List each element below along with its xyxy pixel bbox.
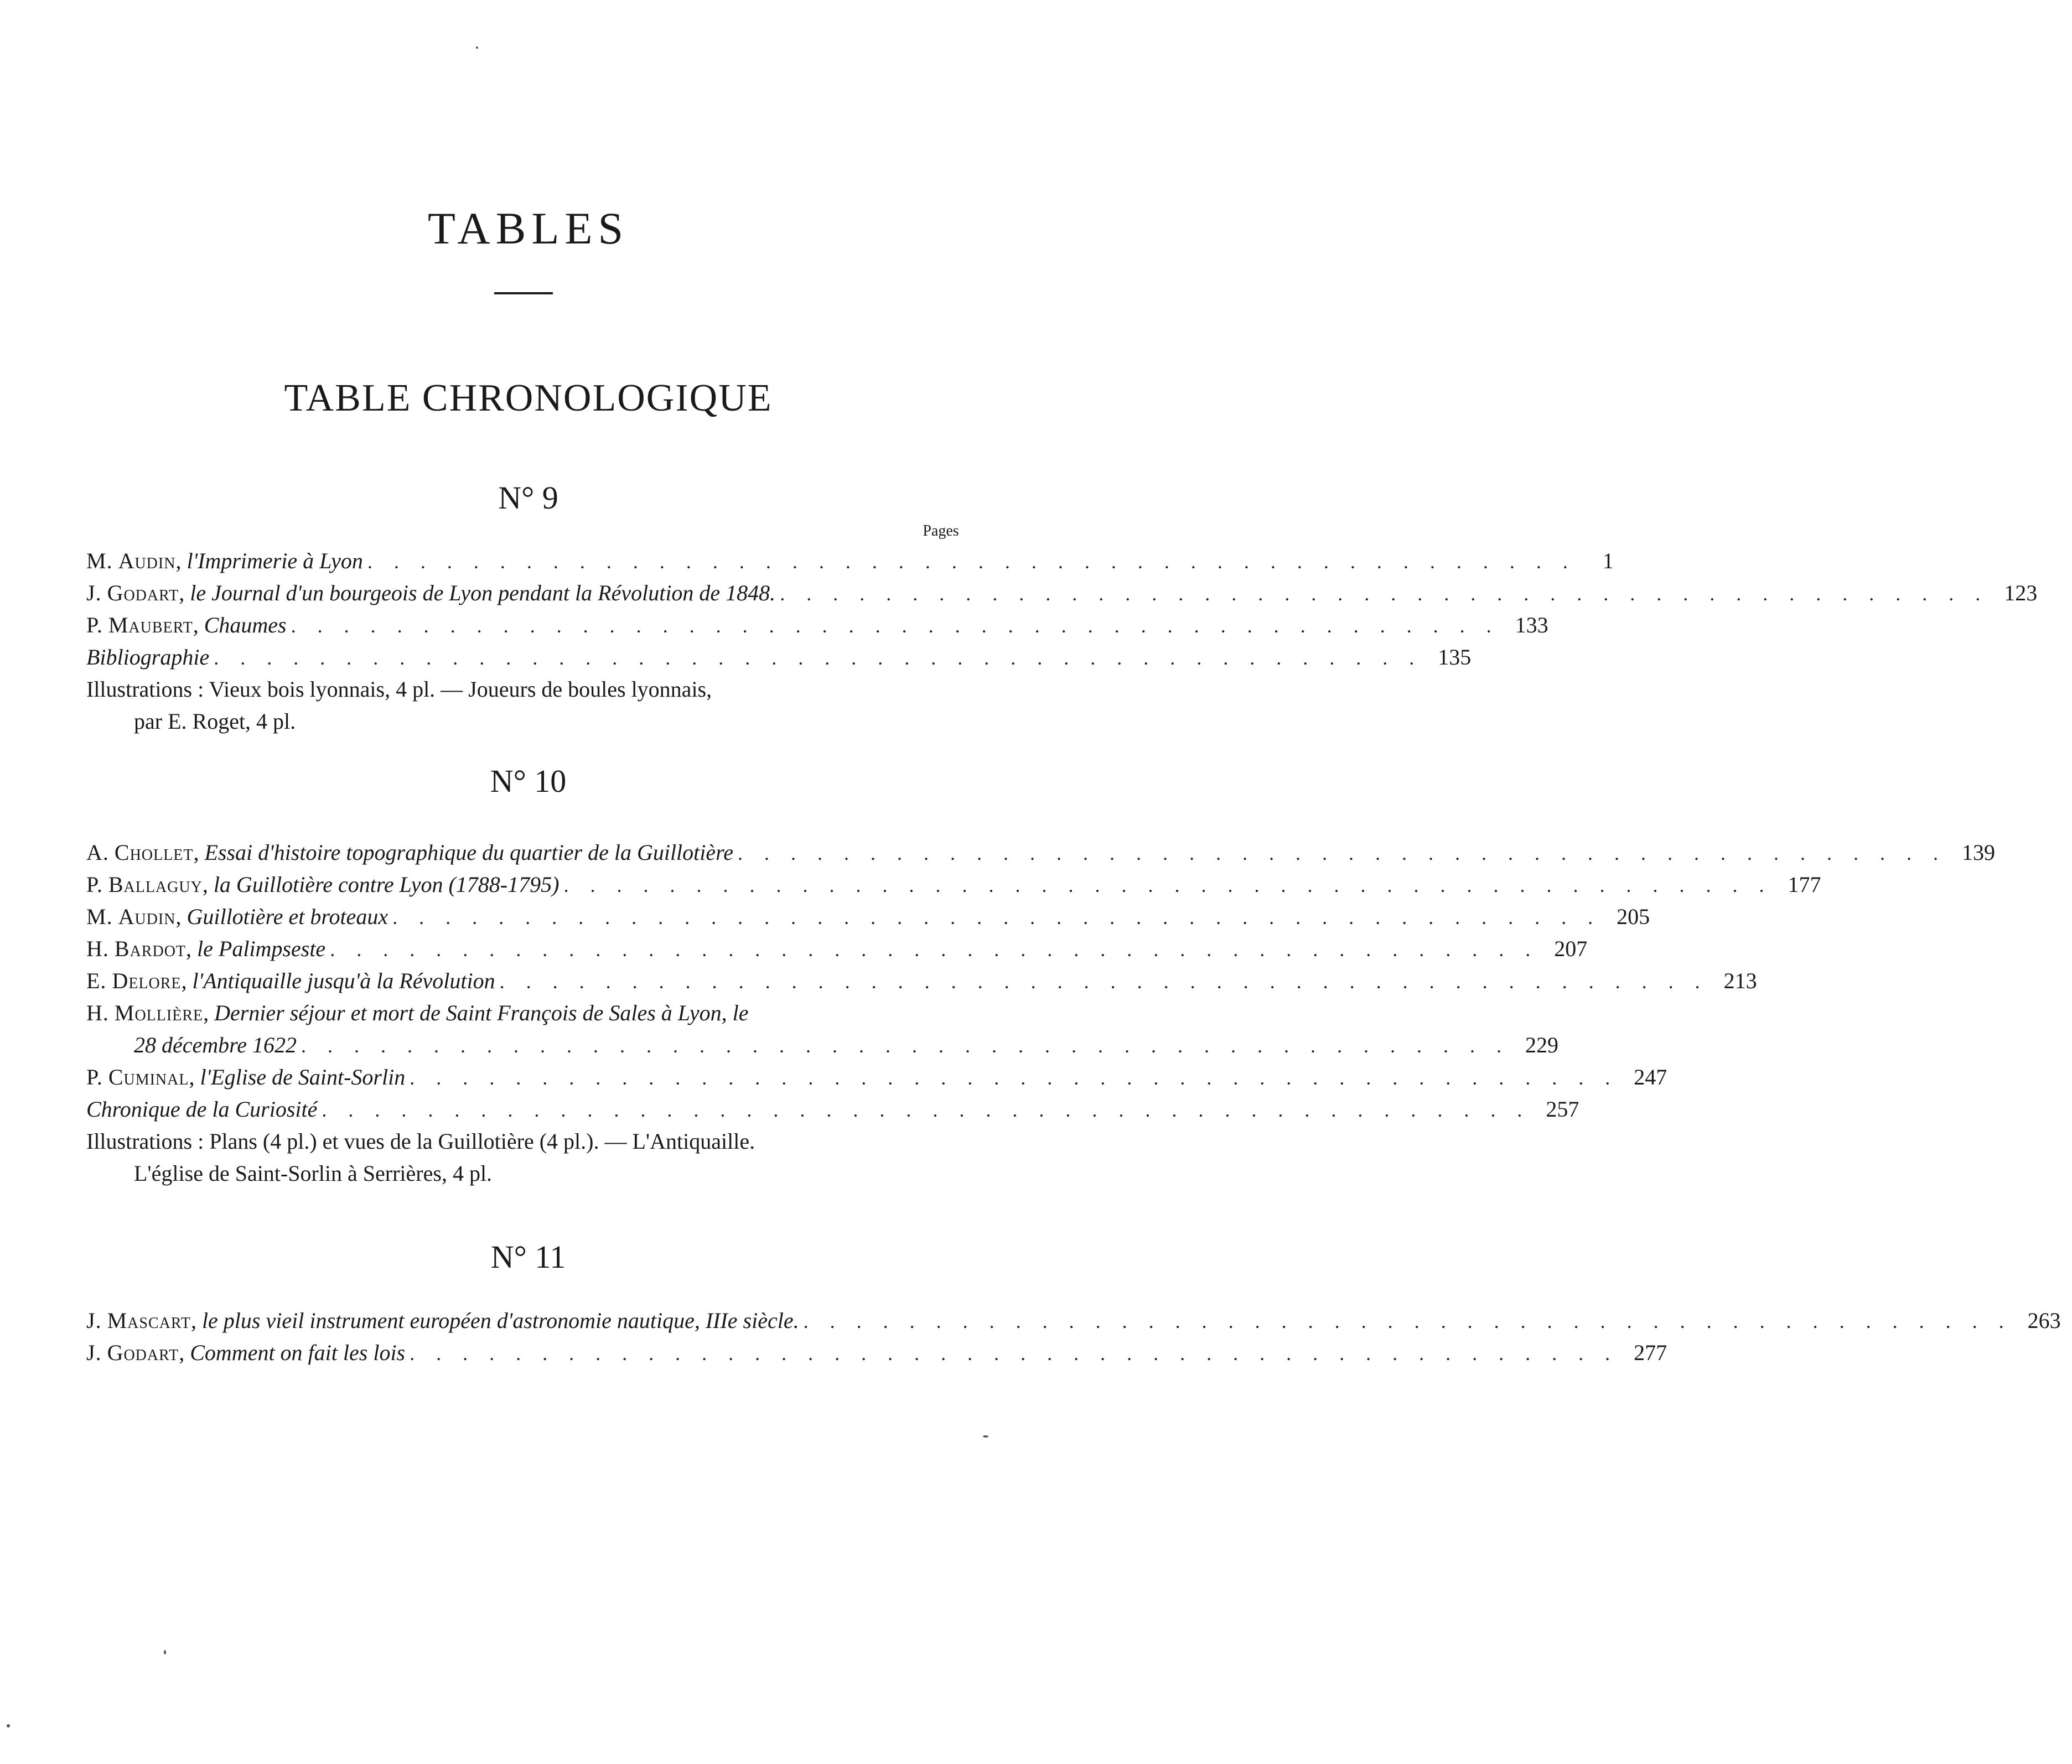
illustrations-note [86, 673, 972, 738]
leader-dots: . . . . . . . . . . . . . . . . . . . . . . . . . . . . . . . . . . . . . . . . . . . . . . [803, 1310, 2012, 1332]
author-separator: , [203, 1000, 215, 1025]
page-number: 213 [1723, 968, 1757, 993]
entry-title: Bibliographie [86, 645, 210, 670]
title-rule [494, 292, 553, 294]
leader-dots: . . . . . . . . . . . . . . . . . . . . . . . . . . . . . . . . . . . . . . . . . . . . . . [780, 583, 1989, 605]
scan-speck [983, 1435, 988, 1438]
entry-title: Essai d'histoire topographique du quartier de la Guillotière [204, 840, 733, 865]
entry-title: Chaumes [204, 613, 287, 637]
entry-title: l'Eglise de Saint-Sorlin [200, 1065, 406, 1089]
author-name: Cuminal [108, 1065, 189, 1089]
page-number: 135 [1438, 645, 1472, 670]
toc-entry [86, 901, 1650, 933]
page-number: 177 [1788, 872, 1821, 897]
author-separator: , [179, 1340, 190, 1365]
page-number: 205 [1617, 904, 1650, 929]
author-separator: , [179, 580, 190, 605]
author-separator: , [175, 904, 187, 929]
toc-entry [86, 641, 1472, 673]
toc-entry [86, 1337, 1667, 1369]
leader-dots: . . . . . . . . . . . . . . . . . . . . . . . . . . . . . . . . . . . . . . . . . . . . . . [367, 551, 1576, 573]
toc-entry [86, 997, 972, 1029]
toc-entry [86, 933, 1588, 965]
page-number: 139 [1961, 840, 1995, 865]
toc-entry [86, 837, 1995, 869]
author-initial: P. [86, 872, 103, 897]
author-name: Godart [107, 580, 179, 605]
entry-title: le Palimpseste [197, 936, 326, 961]
leader-dots: . . . . . . . . . . . . . . . . . . . . . . . . . . . . . . . . . . . . . . . . . . . . . . [214, 647, 1423, 669]
author-name: Ballaguy [108, 872, 203, 897]
author-name: Bardot [114, 936, 187, 961]
illustrations-note [86, 1125, 972, 1190]
author-separator: , [193, 840, 205, 865]
author-name: Maubert [108, 613, 193, 637]
author-initial: J. [86, 1308, 102, 1333]
toc-entry [86, 1305, 2061, 1337]
section-heading-10: N° 10 [490, 763, 567, 799]
page-number: 257 [1546, 1097, 1579, 1122]
section-heading-11: N° 11 [490, 1239, 566, 1275]
page-subtitle: TABLE CHRONOLOGIQUE [284, 377, 773, 419]
toc-entry [86, 545, 1614, 577]
entry-title: Guillotière et broteaux [187, 904, 388, 929]
leader-dots: . . . . . . . . . . . . . . . . . . . . . . . . . . . . . . . . . . . . . . . . . . . . . . [410, 1067, 1619, 1089]
toc-entry [86, 869, 1821, 901]
author-name: Godart [107, 1340, 179, 1365]
leader-dots: . . . . . . . . . . . . . . . . . . . . . . . . . . . . . . . . . . . . . . . . . . . . . . [392, 906, 1602, 928]
pages-column-label: Pages [923, 522, 959, 539]
author-name: Audin [118, 548, 176, 573]
author-separator: , [186, 936, 198, 961]
author-separator: , [193, 613, 204, 637]
page-number: 263 [2027, 1308, 2061, 1333]
author-initial: H. [86, 1000, 109, 1025]
page-number: 277 [1634, 1340, 1667, 1365]
section-9-entries [86, 545, 2038, 738]
author-separator: , [202, 872, 214, 897]
illustrations-line-1: Illustrations : Vieux bois lyonnais, 4 pl. — Joueurs de boules lyonnais, [86, 677, 712, 702]
illustrations-line-1: Illustrations : Plans (4 pl.) et vues de la Guillotière (4 pl.). — L'Antiquaille. [86, 1129, 755, 1154]
entry-title: Chronique de la Curiosité [86, 1097, 318, 1122]
scan-speck [164, 1650, 166, 1654]
page-number: 247 [1634, 1065, 1667, 1089]
leader-dots: . . . . . . . . . . . . . . . . . . . . . . . . . . . . . . . . . . . . . . . . . . . . . . [291, 615, 1500, 637]
author-name: Mascart [107, 1308, 191, 1333]
scan-speck [476, 46, 478, 49]
author-name: Mollière [114, 1000, 204, 1025]
toc-entry [86, 1093, 1579, 1125]
toc-entry [86, 1061, 1667, 1093]
leader-dots: . . . . . . . . . . . . . . . . . . . . . . . . . . . . . . . . . . . . . . . . . . . . . . [563, 874, 1773, 896]
leader-dots: . . . . . . . . . . . . . . . . . . . . . . . . . . . . . . . . . . . . . . . . . . . . . . [301, 1035, 1510, 1057]
leader-dots: . . . . . . . . . . . . . . . . . . . . . . . . . . . . . . . . . . . . . . . . . . . . . . [410, 1342, 1619, 1364]
entry-title: Dernier séjour et mort de Saint François de Sales à Lyon, le [214, 1000, 749, 1025]
section-10-entries [86, 837, 1995, 1190]
leader-dots: . . . . . . . . . . . . . . . . . . . . . . . . . . . . . . . . . . . . . . . . . . . . . . [330, 938, 1539, 961]
author-initial: E. [86, 968, 107, 993]
author-separator: , [190, 1308, 202, 1333]
author-separator: , [189, 1065, 200, 1089]
author-separator: , [175, 548, 187, 573]
entry-title: l'Imprimerie à Lyon [187, 548, 363, 573]
author-initial: J. [86, 1340, 102, 1365]
toc-entry [86, 577, 2038, 609]
author-name: Chollet [114, 840, 194, 865]
entry-title: la Guillotière contre Lyon (1788-1795) [213, 872, 560, 897]
entry-title: le plus vieil instrument européen d'astronomie nautique, IIIe siècle. [201, 1308, 799, 1333]
entry-title: l'Antiquaille jusqu'à la Révolution [192, 968, 495, 993]
illustrations-line-2: L'église de Saint-Sorlin à Serrières, 4 pl. [134, 1161, 493, 1186]
leader-dots: . . . . . . . . . . . . . . . . . . . . . . . . . . . . . . . . . . . . . . . . . . . . . . [737, 842, 1946, 864]
toc-entry [86, 965, 1757, 997]
toc-entry [86, 609, 1548, 641]
author-name: Delore [112, 968, 182, 993]
page-number: 123 [2004, 580, 2038, 605]
page-number: 207 [1554, 936, 1588, 961]
scan-speck [7, 1724, 10, 1727]
author-initial: P. [86, 1065, 103, 1089]
page-number: 133 [1515, 613, 1548, 637]
entry-title: le Journal d'un bourgeois de Lyon pendant la Révolution de 1848. [190, 580, 776, 605]
author-separator: , [181, 968, 193, 993]
entry-title: 28 décembre 1622 [134, 1033, 297, 1057]
entry-title: Comment on fait les lois [190, 1340, 406, 1365]
illustrations-line-2: par E. Roget, 4 pl. [134, 709, 296, 734]
author-initial: P. [86, 613, 103, 637]
section-heading-9: N° 9 [498, 480, 558, 516]
leader-dots: . . . . . . . . . . . . . . . . . . . . . . . . . . . . . . . . . . . . . . . . . . . . . . [499, 971, 1708, 993]
page-number: 229 [1525, 1033, 1558, 1057]
author-initial: J. [86, 580, 102, 605]
page-number: 1 [1602, 548, 1614, 573]
author-initial: H. [86, 936, 109, 961]
section-11-entries [86, 1305, 2061, 1369]
author-initial: M. [86, 904, 113, 929]
leader-dots: . . . . . . . . . . . . . . . . . . . . . . . . . . . . . . . . . . . . . . . . . . . . . . [322, 1099, 1531, 1121]
author-name: Audin [118, 904, 176, 929]
page-title: TABLES [427, 203, 629, 253]
toc-entry-continuation [86, 1029, 1558, 1061]
author-initial: A. [86, 840, 109, 865]
author-initial: M. [86, 548, 113, 573]
